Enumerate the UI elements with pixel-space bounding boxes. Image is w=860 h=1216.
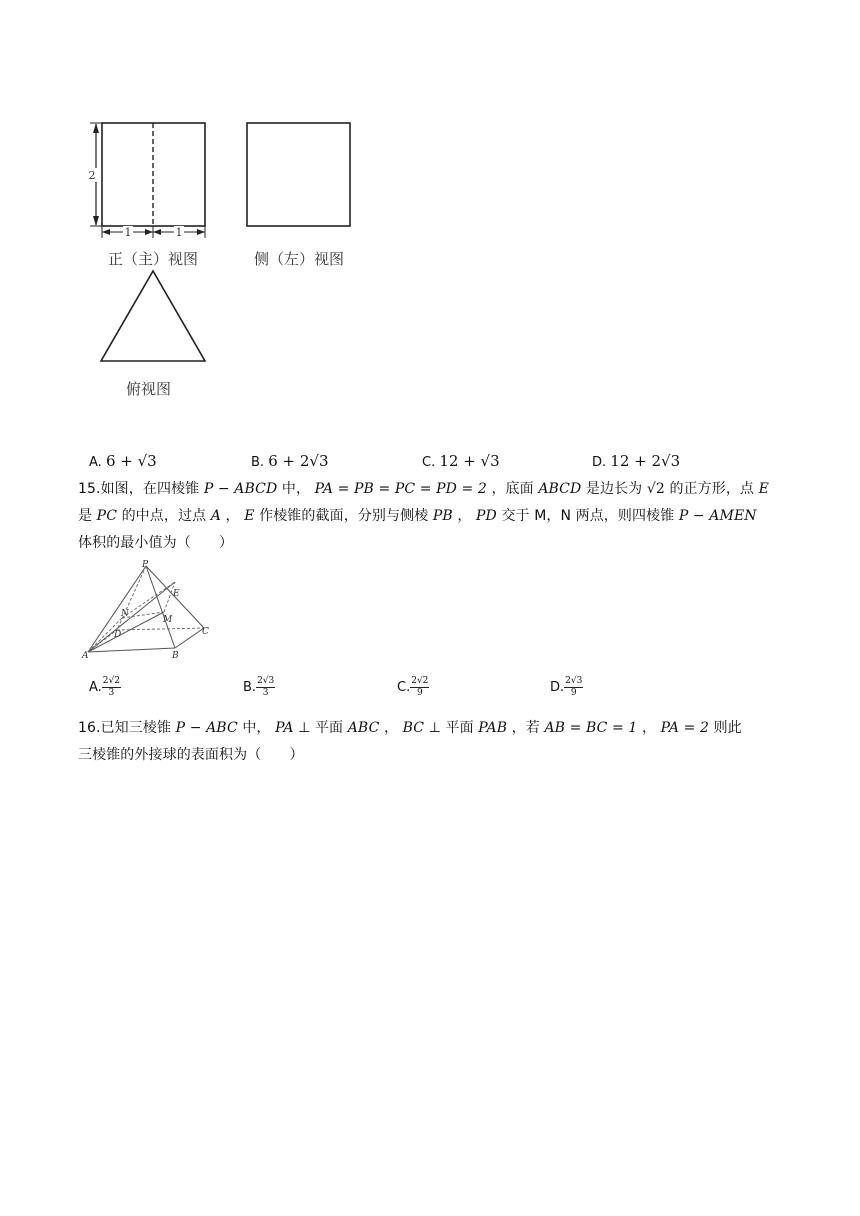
choice-letter: A. xyxy=(89,680,102,695)
text: 中， xyxy=(242,720,271,736)
q14-choice-a[interactable] xyxy=(89,452,157,470)
text: 作棱锥的截面，分别与侧棱 xyxy=(259,508,429,524)
choice-letter: C. xyxy=(422,455,436,470)
text: 是边长为 xyxy=(585,481,643,497)
numerator: 2√2 xyxy=(102,676,120,686)
choice-letter: B. xyxy=(251,455,265,470)
q15-choice-b[interactable] xyxy=(243,676,275,699)
pyramid-figure xyxy=(80,560,220,660)
math: PA = 2 xyxy=(660,720,709,736)
text: ， xyxy=(457,508,472,524)
math: AB = BC = 1 xyxy=(544,720,638,736)
q14-choice-b[interactable] xyxy=(251,452,329,470)
choice-expression: 6 + 2√3 xyxy=(268,452,329,470)
choice-expression: 12 + 2√3 xyxy=(610,452,681,470)
q15-choice-d[interactable] xyxy=(550,676,583,699)
text: 的中点，过点 xyxy=(121,508,207,524)
math: PAB xyxy=(478,720,508,736)
math: ABCD xyxy=(538,481,582,497)
text: ， xyxy=(225,508,240,524)
q15-line-3: 体积的最小值为（ ） xyxy=(78,535,234,551)
q15-choice-a[interactable] xyxy=(89,676,121,699)
choice-letter: A. xyxy=(89,455,102,470)
q16-line-2: 三棱锥的外接球的表面积为（ ） xyxy=(78,747,304,763)
text: 交于 M，N 两点，则四棱锥 xyxy=(501,508,675,524)
text: ⊥ 平面 xyxy=(428,720,474,736)
choice-fraction xyxy=(564,676,583,699)
q14-choice-c[interactable] xyxy=(422,452,500,470)
choice-fraction xyxy=(410,676,429,699)
top-view-caption: 俯视图 xyxy=(126,380,172,398)
text: 是 xyxy=(78,508,93,524)
math: PA = PB = PC = PD = 2 xyxy=(314,481,487,497)
text: ⊥ 平面 xyxy=(298,720,344,736)
math: ABC xyxy=(347,720,380,736)
choice-letter: C. xyxy=(397,680,411,695)
denominator: 3 xyxy=(108,688,115,698)
text: ，若 xyxy=(511,720,540,736)
math: P − ABC xyxy=(175,720,238,736)
math: PD xyxy=(476,508,497,524)
label-D: D xyxy=(114,630,122,640)
choice-letter: D. xyxy=(592,455,607,470)
q15-line-2 xyxy=(78,505,757,525)
choice-expression: 12 + √3 xyxy=(439,452,500,470)
q15-choice-c[interactable] xyxy=(397,676,429,699)
math: P − ABCD xyxy=(203,481,278,497)
text: ，底面 xyxy=(491,481,534,497)
numerator: 2√3 xyxy=(257,676,275,686)
math: P − AMEN xyxy=(678,508,757,524)
denominator: 3 xyxy=(262,688,269,698)
choice-fraction xyxy=(256,676,275,699)
q14-choice-d[interactable] xyxy=(592,452,680,470)
choice-fraction xyxy=(102,676,121,699)
label-A: A xyxy=(82,651,89,660)
front-view xyxy=(87,123,205,239)
math: E xyxy=(244,508,255,524)
denominator: 9 xyxy=(416,688,423,698)
math: PB xyxy=(432,508,453,524)
math: √2 xyxy=(646,481,665,497)
text: ， xyxy=(383,720,399,736)
math: PC xyxy=(96,508,118,524)
denominator: 9 xyxy=(570,688,577,698)
math: E xyxy=(758,481,769,497)
width-dimension-left: 1 xyxy=(124,226,132,239)
label-N: N xyxy=(121,609,129,619)
front-view-caption: 正（主）视图 xyxy=(108,250,199,268)
text: 16.已知三棱锥 xyxy=(78,720,172,736)
text: 15.如图，在四棱锥 xyxy=(78,481,200,497)
choice-letter: B. xyxy=(243,680,257,695)
top-view xyxy=(101,271,205,361)
text: ， xyxy=(641,720,657,736)
numerator: 2√2 xyxy=(411,676,429,686)
three-view-figure xyxy=(80,110,370,380)
height-dimension: 2 xyxy=(88,169,96,182)
choice-expression: 6 + √3 xyxy=(105,452,157,470)
choice-letter: D. xyxy=(550,680,565,695)
side-view xyxy=(247,123,350,226)
text: 则此 xyxy=(713,720,742,736)
text: 中， xyxy=(281,481,311,497)
math: A xyxy=(210,508,221,524)
q16-line-1 xyxy=(78,717,742,737)
label-E: E xyxy=(173,589,180,599)
width-dimension-right: 1 xyxy=(175,226,183,239)
text: 的正方形，点 xyxy=(669,481,755,497)
side-view-caption: 侧（左）视图 xyxy=(254,250,345,268)
math: BC xyxy=(402,720,425,736)
label-B: B xyxy=(172,651,179,660)
numerator: 2√3 xyxy=(565,676,583,686)
label-M: M xyxy=(163,615,173,625)
label-C: C xyxy=(202,627,209,637)
label-P: P xyxy=(142,560,149,570)
q15-line-1 xyxy=(78,478,769,498)
math: PA xyxy=(275,720,294,736)
